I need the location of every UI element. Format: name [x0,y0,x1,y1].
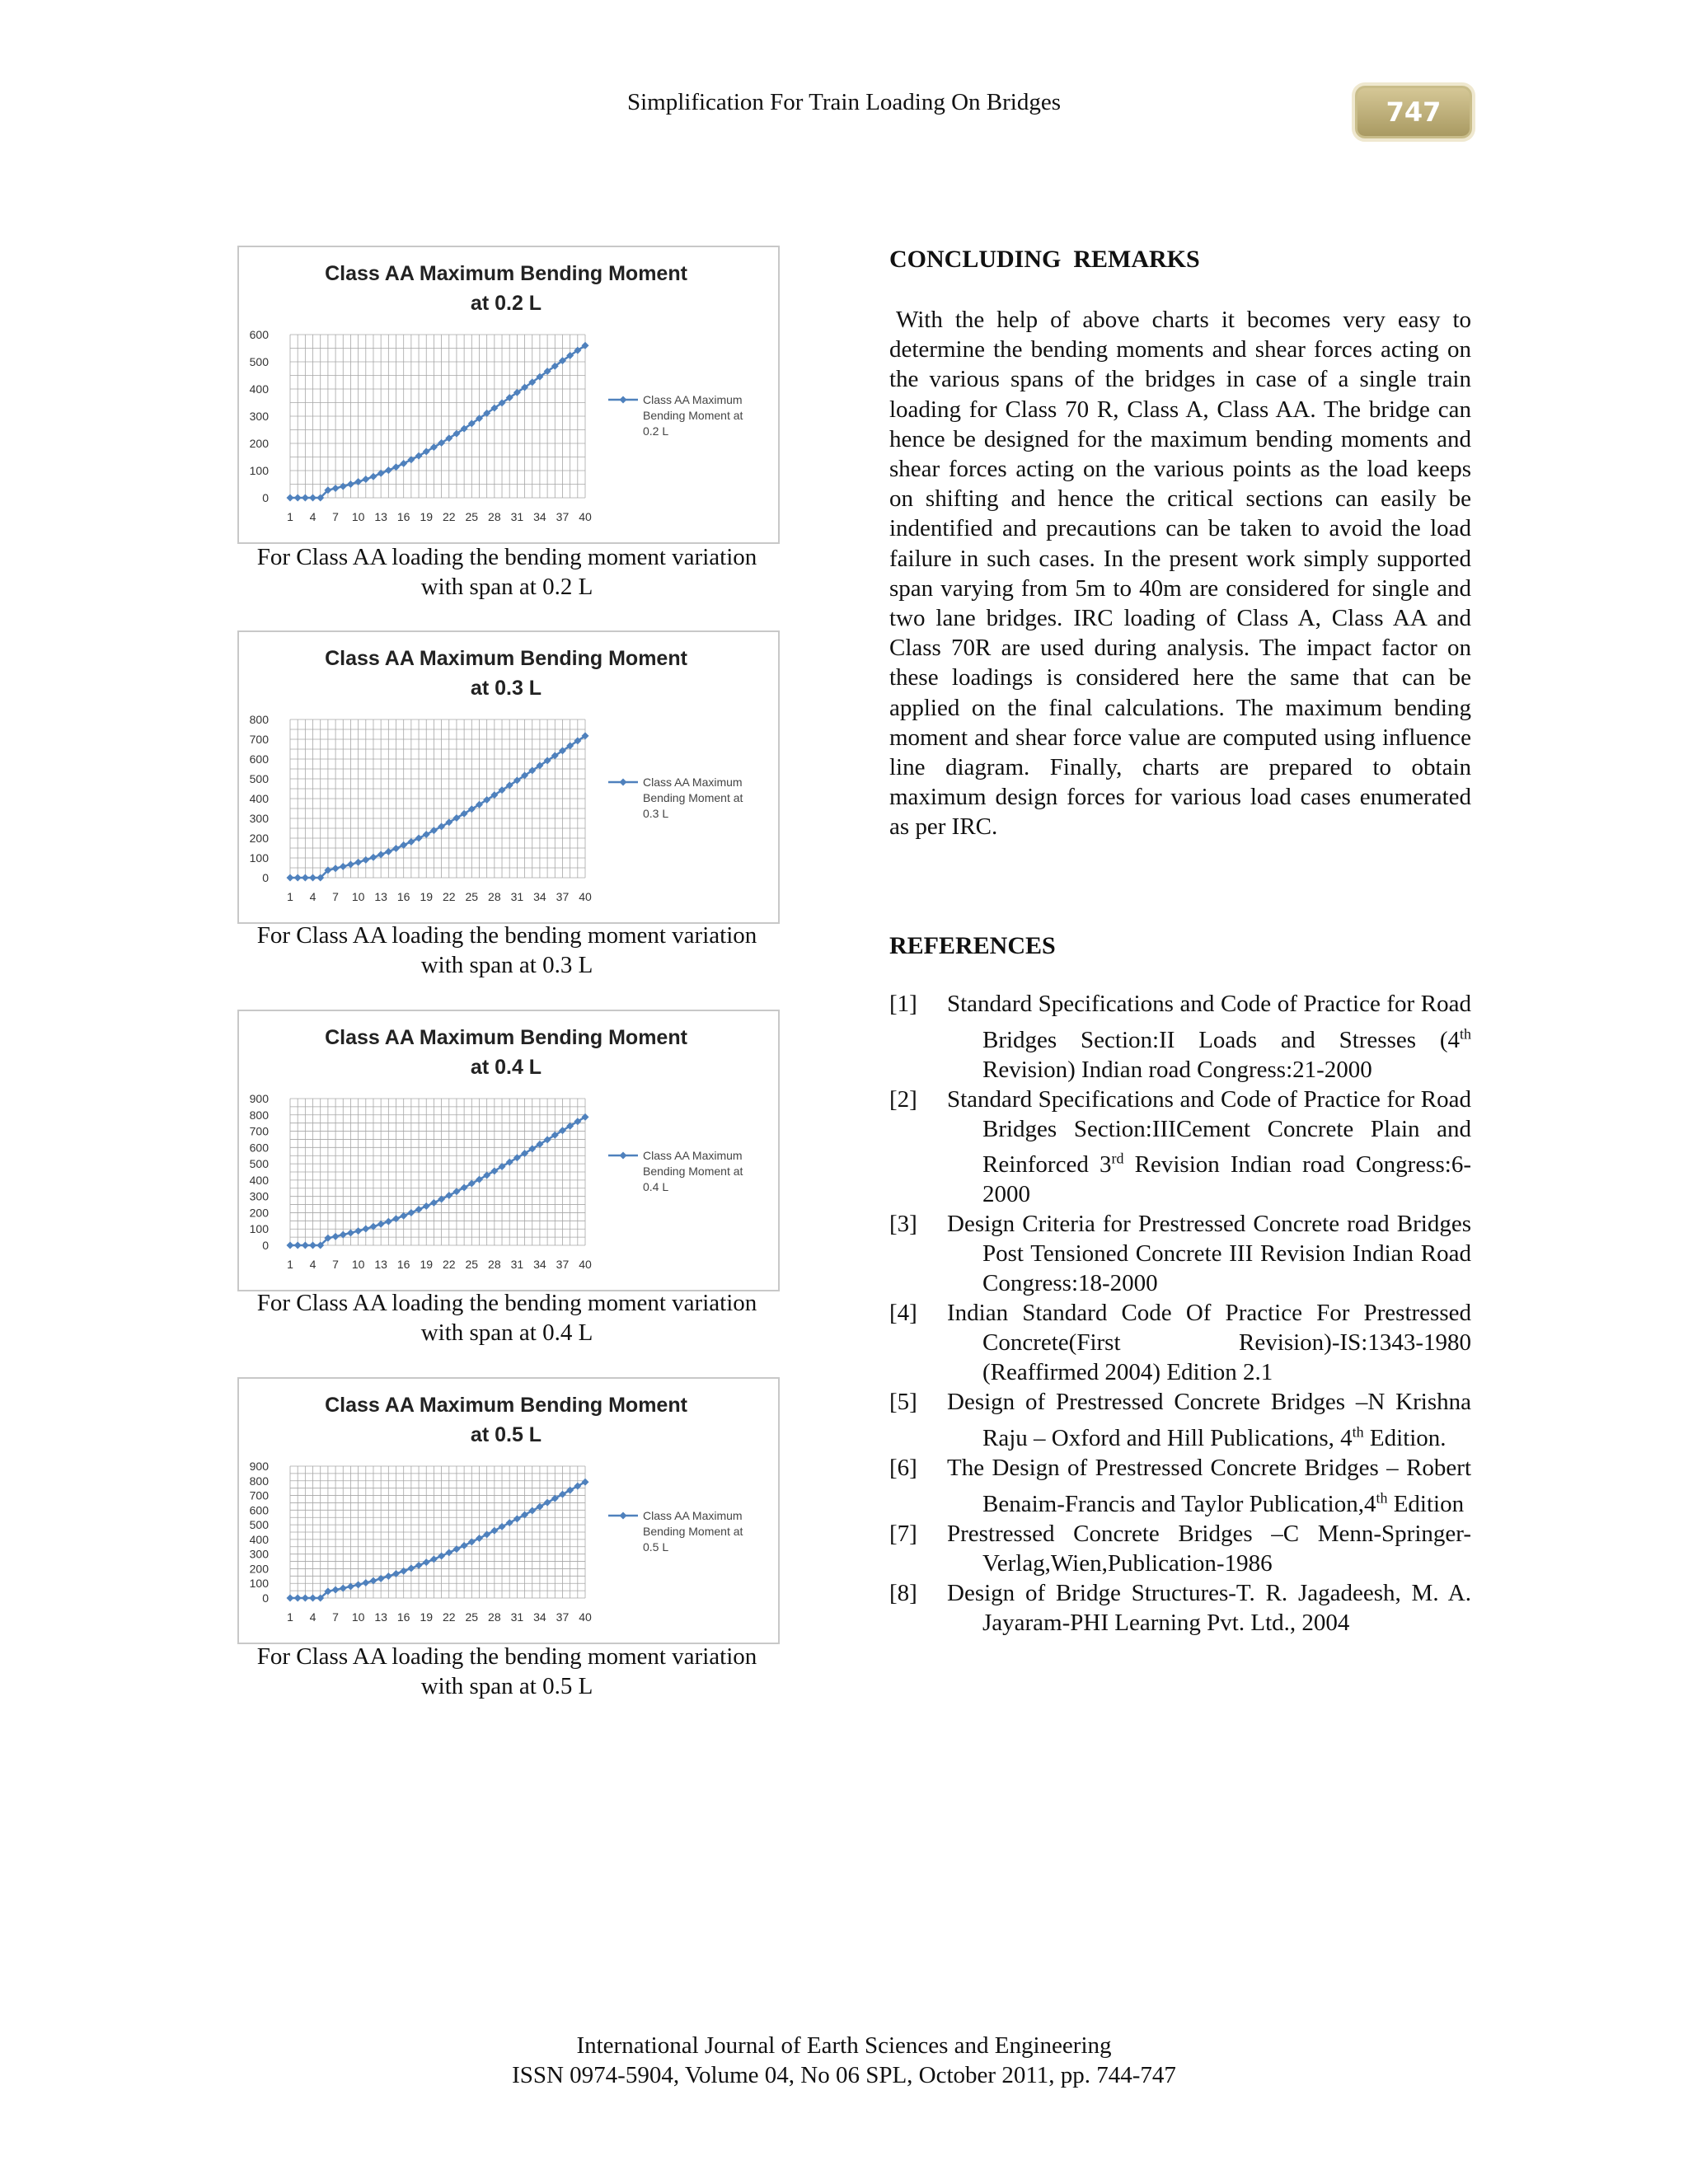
y-tick-label: 500 [249,772,269,785]
x-tick-label: 31 [510,1258,524,1271]
legend-marker [620,1152,627,1160]
y-tick-label: 300 [249,410,269,423]
data-point [362,1579,369,1586]
figure-caption [223,1642,791,1701]
y-tick-label: 600 [249,1141,269,1155]
data-point [287,494,294,502]
data-point [287,874,294,882]
data-point [294,1595,302,1602]
data-point [536,1503,543,1511]
x-tick-label: 31 [510,510,524,523]
data-point [302,1595,309,1602]
y-tick-label: 600 [249,328,269,341]
data-point [544,1499,551,1507]
legend-label: Bending Moment at [643,1525,743,1538]
data-point [506,1519,513,1526]
x-tick-label: 31 [510,1610,524,1624]
caption-line: with span at 0.4 L [420,1319,593,1346]
x-tick-label: 37 [556,1258,570,1271]
y-tick-label: 500 [249,1157,269,1171]
legend-label: 0.5 L [643,1540,669,1554]
data-point [354,1227,362,1235]
data-point [332,485,340,492]
legend-marker [620,396,627,404]
x-tick-label: 1 [287,1258,293,1271]
data-point [309,1242,316,1249]
data-point [423,1202,430,1210]
y-tick-label: 500 [249,355,269,368]
reference-item [889,1209,1471,1298]
x-tick-label: 1 [287,1610,293,1624]
data-point [415,835,423,842]
legend-label: 0.3 L [643,807,669,820]
x-tick-label: 1 [287,510,293,523]
reference-text: Standard Specifications and Code of Practice for Road Bridges Section:IIICement Concrete Plain and Reinforced 3rd Revision Indian road Congress:6-2000 [947,1085,1471,1208]
caption-line: with span at 0.3 L [420,952,593,978]
x-tick-label: 37 [556,1610,570,1624]
data-point [400,841,407,849]
running-title: Simplification For Train Loading On Bridges [626,89,1062,115]
x-tick-label: 10 [351,890,365,903]
chart-title: at 0.5 L [470,1423,542,1446]
data-point [452,1188,460,1195]
series-line [290,345,585,498]
x-tick-label: 7 [332,890,339,903]
data-point [309,494,316,502]
reference-item [889,1298,1471,1387]
x-tick-label: 40 [579,1610,592,1624]
data-point [302,494,309,502]
data-point [461,1542,468,1549]
reference-item [889,1453,1471,1519]
data-point [309,1595,316,1602]
y-tick-label: 100 [249,1222,269,1236]
bending-moment-chart-0.5L [239,1379,778,1643]
data-point [574,1483,581,1490]
y-tick-label: 100 [249,464,269,477]
x-tick-label: 34 [533,1258,546,1271]
reference-text: Prestressed Concrete Bridges –C Menn-Springer-Verlag,Wien,Publication-1986 [947,1520,1471,1577]
data-point [294,1242,302,1249]
x-tick-label: 16 [396,1610,410,1624]
data-point [347,860,354,868]
legend-label: Class AA Maximum [643,776,743,789]
data-point [566,1487,574,1494]
chart-title: Class AA Maximum Bending Moment [325,1394,687,1417]
data-point [332,1233,340,1240]
data-point [461,1183,468,1191]
x-tick-label: 13 [374,890,387,903]
x-tick-label: 10 [351,1610,365,1624]
legend-label: Bending Moment at [643,1165,743,1178]
data-point [476,1535,483,1542]
legend-label: 0.2 L [643,424,669,438]
data-point [302,1242,309,1249]
reference-text: Standard Specifications and Code of Practice for Road Bridges Section:II Loads and Stresses (4th Revision) Indian road Congress:21-2000 [947,991,1471,1083]
x-tick-label: 40 [579,1258,592,1271]
data-point [407,838,415,846]
figure-caption [223,1288,791,1347]
x-tick-label: 16 [396,890,410,903]
data-point [430,827,438,834]
y-tick-label: 500 [249,1518,269,1532]
data-point [582,1479,589,1486]
x-tick-label: 28 [488,1258,501,1271]
data-point [287,1242,294,1249]
data-point [430,1555,438,1563]
x-tick-label: 28 [488,510,501,523]
x-tick-label: 7 [332,1258,339,1271]
x-tick-label: 13 [374,1258,387,1271]
data-point [499,1523,506,1530]
chart-panel [237,1010,780,1291]
data-point [423,1558,430,1566]
reference-number: [2] [889,1085,917,1113]
data-point [332,1586,340,1594]
legend-marker [620,779,627,786]
x-tick-label: 22 [442,1258,456,1271]
y-tick-label: 700 [249,1488,269,1502]
data-point [445,1549,452,1556]
reference-text: Design of Prestressed Concrete Bridges –N Krishna Raju – Oxford and Hill Publications, 4th Edition. [947,1389,1471,1451]
y-tick-label: 400 [249,1173,269,1187]
y-tick-label: 800 [249,1474,269,1488]
x-tick-label: 4 [309,890,316,903]
data-point [385,848,392,855]
reference-number: [8] [889,1579,917,1606]
chart-panel [237,1377,780,1644]
concluding-remarks-body: With the help of above charts it becomes very easy to determine the bending moments and shear forces acting on the various spans of the bridges in case of a single train loading for Class 70 R, Class A, Class AA. The bridge can hence be designed for the maximum bending moments and shear forces acting on the various points as the load keeps on shifting and hence the critical sections can easily be indentified and precautions can be taken to avoid the load failure in such cases. In the present work simply supported span varying from 5m to 40m are considered for single and two lane bridges. IRC loading of Class A, Class AA and Class 70R are used during analysis. The impact factor on these loadings is considered here the same that can be applied on the final calculations. The maximum bending moment and shear force value are computed using influence line diagram. Finally, charts are prepared to obtain maximum design forces for various load cases enumerated as per IRC. [889,307,1471,841]
data-point [392,463,400,471]
chart-panel [237,630,780,924]
references-heading: REFERENCES [889,932,1056,959]
bending-moment-chart-0.3L [239,632,778,922]
data-point [392,1215,400,1222]
y-tick-label: 600 [249,1503,269,1517]
y-tick-label: 200 [249,832,269,845]
x-tick-label: 19 [420,890,434,903]
y-tick-label: 0 [262,871,269,884]
caption-line: For Class AA loading the bending moment variation [256,544,757,570]
data-point [369,854,377,861]
bending-moment-chart-0.4L [239,1011,778,1290]
x-tick-label: 7 [332,510,339,523]
x-tick-label: 10 [351,1258,365,1271]
reference-text: Design of Bridge Structures-T. R. Jagadeesh, M. A. Jayaram-PHI Learning Pvt. Ltd., 2004 [947,1579,1471,1636]
y-tick-label: 0 [262,1239,269,1252]
footer-journal: International Journal of Earth Sciences and Engineering [576,2032,1112,2059]
chart-title: Class AA Maximum Bending Moment [325,647,687,670]
x-tick-label: 4 [309,510,316,523]
y-tick-label: 800 [249,713,269,726]
reference-item [889,1578,1471,1638]
x-tick-label: 10 [351,510,365,523]
data-point [430,1199,438,1207]
data-point [385,1218,392,1226]
data-point [385,1572,392,1580]
chart-title: at 0.3 L [470,677,542,700]
data-point [354,1581,362,1588]
data-point [513,1515,521,1522]
page-number-badge: 747 [1355,86,1472,138]
x-tick-label: 4 [309,1610,316,1624]
y-tick-label: 200 [249,1562,269,1576]
data-point [347,1229,354,1236]
footer-issn: ISSN 0974-5904, Volume 04, No 06 SPL, October 2011, pp. 744-747 [512,2062,1176,2088]
data-point [407,1209,415,1216]
data-point [294,494,302,502]
y-tick-label: 100 [249,851,269,865]
reference-item [889,1519,1471,1578]
x-tick-label: 13 [374,1610,387,1624]
x-tick-label: 19 [420,1258,434,1271]
y-tick-label: 600 [249,752,269,766]
caption-line: with span at 0.5 L [420,1673,593,1699]
legend-label: Class AA Maximum [643,1509,743,1522]
x-tick-label: 1 [287,890,293,903]
x-tick-label: 7 [332,1610,339,1624]
legend-label: Class AA Maximum [643,1149,743,1162]
data-point [354,859,362,866]
y-tick-label: 400 [249,792,269,805]
figure-caption [223,542,791,602]
y-tick-label: 300 [249,1547,269,1561]
x-tick-label: 34 [533,1610,546,1624]
data-point [369,473,377,480]
x-tick-label: 19 [420,510,434,523]
chart-title: at 0.2 L [470,292,542,315]
caption-line: with span at 0.2 L [420,574,593,600]
data-point [332,865,340,872]
data-point [294,874,302,882]
y-tick-label: 700 [249,733,269,746]
bending-moment-chart-0.2L [239,247,778,542]
reference-item [889,1387,1471,1453]
y-tick-label: 300 [249,1189,269,1203]
chart-title: Class AA Maximum Bending Moment [325,262,687,285]
reference-item [889,989,1471,1085]
y-tick-label: 0 [262,491,269,504]
data-point [415,1562,423,1569]
data-point [423,831,430,838]
chart-panel [237,246,780,544]
data-point [362,476,369,483]
reference-number: [4] [889,1300,917,1327]
x-tick-label: 4 [309,1258,316,1271]
reference-number: [7] [889,1520,917,1547]
data-point [377,1221,385,1228]
reference-text: Design Criteria for Prestressed Concrete road Bridges Post Tensioned Concrete III Revision Indian Road Congress:18-2000 [947,1211,1471,1297]
x-tick-label: 22 [442,510,456,523]
y-tick-label: 400 [249,382,269,396]
x-tick-label: 22 [442,890,456,903]
reference-list [889,989,1471,1638]
data-point [528,1507,536,1515]
legend-label: 0.4 L [643,1180,669,1193]
x-tick-label: 22 [442,1610,456,1624]
data-point [438,1552,445,1559]
x-tick-label: 19 [420,1610,434,1624]
reference-number: [6] [889,1454,917,1481]
x-tick-label: 25 [465,1610,479,1624]
x-tick-label: 25 [465,510,479,523]
data-point [347,1582,354,1590]
data-point [309,874,316,882]
x-tick-label: 25 [465,890,479,903]
y-tick-label: 200 [249,437,269,450]
reference-item [889,1085,1471,1210]
figure-caption [223,921,791,980]
data-point [385,466,392,474]
x-tick-label: 34 [533,890,546,903]
data-point [287,1595,294,1602]
x-tick-label: 28 [488,1610,501,1624]
caption-line: For Class AA loading the bending moment variation [256,922,757,949]
data-point [407,1564,415,1572]
y-tick-label: 900 [249,1092,269,1105]
data-point [400,460,407,467]
data-point [415,1206,423,1213]
chart-title: Class AA Maximum Bending Moment [325,1026,687,1049]
legend-marker [620,1512,627,1520]
data-point [302,874,309,882]
x-tick-label: 13 [374,510,387,523]
series-line [290,1482,585,1598]
concluding-remarks-heading: CONCLUDING REMARKS [889,246,1200,273]
reference-number: [1] [889,991,917,1017]
reference-text: The Design of Prestressed Concrete Bridges – Robert Benaim-Francis and Taylor Publication,4th Edition [947,1454,1471,1517]
reference-number: [5] [889,1389,917,1416]
y-tick-label: 200 [249,1206,269,1220]
data-point [392,845,400,852]
data-point [559,1491,566,1498]
series-line [290,736,585,878]
data-point [347,480,354,488]
x-tick-label: 28 [488,890,501,903]
y-tick-label: 0 [262,1591,269,1605]
reference-number: [3] [889,1211,917,1238]
legend-label: Bending Moment at [643,409,743,422]
x-tick-label: 40 [579,510,592,523]
y-tick-label: 800 [249,1108,269,1122]
data-point [468,1180,476,1188]
y-tick-label: 700 [249,1124,269,1138]
data-point [377,851,385,858]
caption-line: For Class AA loading the bending moment variation [256,1643,757,1670]
y-tick-label: 400 [249,1532,269,1546]
x-tick-label: 16 [396,510,410,523]
data-point [490,1527,498,1535]
reference-text: Indian Standard Code Of Practice For Prestressed Concrete(First Revision)-IS:1343-1980 (Reaffirmed 2004) Edition 2.1 [947,1300,1471,1386]
y-tick-label: 300 [249,812,269,825]
series-line [290,1117,585,1245]
x-tick-label: 31 [510,890,524,903]
data-point [362,1226,369,1233]
data-point [340,863,347,870]
x-tick-label: 37 [556,510,570,523]
data-point [445,1192,452,1199]
legend-label: Bending Moment at [643,791,743,804]
legend-label: Class AA Maximum [643,393,743,406]
x-tick-label: 16 [396,1258,410,1271]
y-tick-label: 100 [249,1577,269,1591]
x-tick-label: 37 [556,890,570,903]
x-tick-label: 25 [465,1258,479,1271]
chart-title: at 0.4 L [470,1056,542,1079]
data-point [362,856,369,864]
data-point [551,1495,559,1502]
x-tick-label: 40 [579,890,592,903]
x-tick-label: 34 [533,510,546,523]
data-point [340,483,347,490]
data-point [400,1212,407,1220]
y-tick-label: 900 [249,1460,269,1473]
caption-line: For Class AA loading the bending moment variation [256,1290,757,1316]
